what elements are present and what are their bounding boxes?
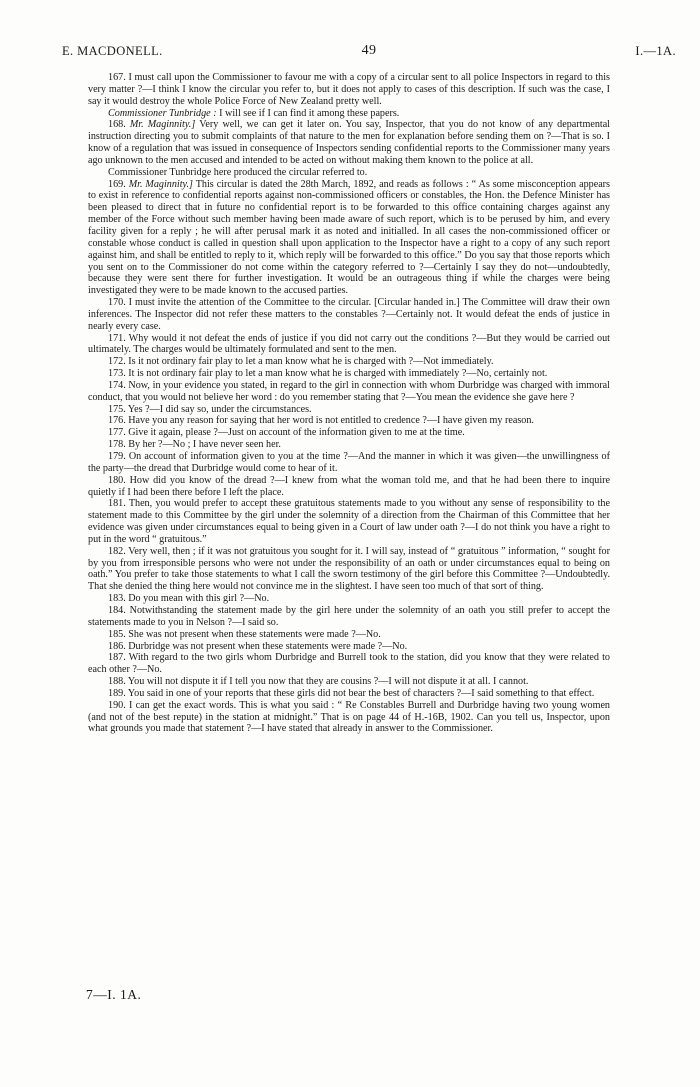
paragraph [88,475,610,499]
paragraph-text: 187. With regard to the two girls whom Durbridge and Burrell took to the station, did you know that they were related to each other ?—No. [88,652,610,676]
paragraph-text: 173. It is not ordinary fair play to let a man know what he is charged with immediately ?—No, certainly not. [108,368,548,380]
header-paper-reference: I.—1A. [635,44,676,58]
paragraph [88,368,610,380]
page-number: 49 [361,43,377,58]
paragraph [88,605,610,629]
page-header [62,44,676,64]
paragraph [88,415,610,427]
paragraph-text: 175. Yes ?—I did say so, under the circumstances. [108,403,312,415]
speaker-label: Mr. Maginnity.] [129,119,196,131]
paragraph [88,380,610,404]
paragraph-text: 170. I must invite the attention of the Committee to the circular. [Circular handed in.] The Committee will draw their own inferences. The Inspector did not refer these matters to the constables ?—Certainly not. It would defeat the ends of justice in nearly every case. [88,297,610,332]
paragraph-text: 184. Notwithstanding the statement made by the girl here under the solemnity of an oath you still prefer to accept the statements made to you in Nelson ?—I said so. [88,604,610,628]
paragraph-text: 177. Give it again, please ?—Just on account of the information given to me at the time. [108,427,465,439]
paragraph [88,498,610,545]
paragraph [88,641,610,653]
paragraph [88,167,610,179]
paragraph-text: 183. Do you mean with this girl ?—No. [108,593,270,605]
paragraph [88,427,610,439]
paragraph-text: 188. You will not dispute it if I tell you now that they are cousins ?—I will not dispute it at all. I cannot. [108,676,529,688]
paragraph [88,688,610,700]
paragraph [88,72,610,108]
paragraph-text: I will see if I can find it among these papers. [216,107,400,119]
paragraph [88,356,610,368]
paragraph-text: 186. Durbridge was not present when these statements were made ?—No. [108,640,408,652]
paragraph-text: 178. By her ?—No ; I have never seen her. [108,439,281,451]
paragraph [88,700,610,736]
paragraph [88,119,610,166]
paragraph-text: 171. Why would it not defeat the ends of justice if you did not carry out the conditions ?—But they would be carried out ultimately. The charges would be ultimately formulated and sent to the men. [88,332,610,356]
header-witness-name: E. MACDONELL. [62,44,163,58]
paragraph [88,629,610,641]
document-body [88,72,610,735]
paragraph-text: 168. [108,119,130,131]
speaker-label: Commissioner Tunbridge : [108,107,217,119]
paragraph [88,297,610,333]
paragraph [88,108,610,120]
paragraph-text: 190. I can get the exact words. This is what you said : “ Re Constables Burrell and Durbridge having two young women (and not of the best repute) in the station at midnight.” That is on page 44 of H.-16B, 1902. Can you tell us, Inspector, upon what grounds you made that statement ?—I have stated that already in answer to the Commissioner. [88,699,610,735]
paragraph-text: 176. Have you any reason for saying that her word is not entitled to credence ?—I have given my reason. [108,415,534,427]
paragraph-text: Commissioner Tunbridge here produced the circular referred to. [108,166,368,178]
paragraph [88,593,610,605]
paragraph [88,439,610,451]
paragraph [88,652,610,676]
speaker-label: Mr. Maginnity.] [128,178,193,190]
paragraph-text: 172. Is it not ordinary fair play to let a man know what he is charged with ?—Not immediately. [108,356,494,368]
paragraph-text: 167. I must call upon the Commissioner to favour me with a copy of a circular sent to all police Inspectors in regard to this very matter ?—I think I know the circular you refer to, but it does not apply to cases of this description. If such was the case, I say it would destroy the whole Police Force of New Zealand pretty well. [88,72,610,107]
paragraph-text: 182. Very well, then ; if it was not gratuitous you sought for it. I will say, instead of “ gratuitous ” information, “ sought for by you from irresponsible persons who were not under the responsibility of an oath or under circumstances equal to being on oath.” You prefer to take those statements to what I call the sworn testimony of the girl before this Committee ?—Undoubtedly. That she denied the thing here would not convince me in the slightest. I have seen too much of that sort of thing. [88,545,610,593]
footer-signature: 7—I. 1A. [86,987,142,1002]
paragraph-text: 169. [108,178,129,190]
paragraph [88,676,610,688]
paragraph-text: 181. Then, you would prefer to accept these gratuitous statements made to you without any sense of responsibility to the statement made to this Committee by the girl under the solemnity of a direction from the Chairman of this Committee that her evidence was given under circumstances equal to being given in a Court of law under oath ?—I do not think you have a right to put in the word “ gratuitous.” [88,498,610,545]
paragraph [88,404,610,416]
paragraph-text: 179. On account of information given to you at the time ?—And the manner in which it was given—the unwillingness of the party—the dread that Durbridge would come to hear of it. [88,451,610,474]
paragraph [88,179,610,297]
paragraph-text: 189. You said in one of your reports that these girls did not bear the best of characters ?—I said something to that effect. [108,687,595,699]
paragraph-text: 174. Now, in your evidence you stated, in regard to the girl in connection with whom Durbridge was charged with immoral conduct, that you would not believe her word : do you remember stating that ?—You mean the evidence she gave here ? [88,379,610,403]
paragraph [88,333,610,357]
paragraph-text-continued: Very well, we can get it later on. You say, Inspector, that you do not know of any departmental instruction directing you to submit complaints of that nature to the men for explanation before sending them on ?—That is so. I know of a regulation that was issued in consequence of Inspectors sending confidential reports to the Commissioner many years ago unknown to the men accused and intended to be acted on without making them known to the police at all. [88,119,610,166]
paragraph [88,546,610,593]
paragraph-text: 180. How did you know of the dread ?—I knew from what the woman told me, and that he had been there to inquire quietly if I had been there before I left the place. [88,474,610,498]
paragraph-text: 185. She was not present when these statements were made ?—No. [108,628,381,640]
paragraph [88,451,610,475]
paragraph-text-continued: This circular is dated the 28th March, 1892, and reads as follows : “ As some misconception appears to exist in reference to confidential reports against non-commissioned officers or constables, the Hon. the Defence Minister has been pleased to direct that in future no confidential report is to be forwarded to this office containing charges against any member of the Force without such member having been made aware of such report, which is to be perused by him, and every facility given for a reply ; he will after perusal mark it as noted and initialled. In all cases the non-commissioned officer or constable whose conduct is called in question shall upon application to the Inspector have a right to a copy of any such report against him, and shall be entitled to reply to it, which reply will be forwarded to this office.” Do you say that those reports which you sent on to the Commissioner do not come within the category referred to ?—Certainly I say they do not—undoubtedly, because they were sent there for further investigation. It would be an outrageous thing if while the charges were being investigated they were to be made known to the accused parties. [88,178,610,297]
